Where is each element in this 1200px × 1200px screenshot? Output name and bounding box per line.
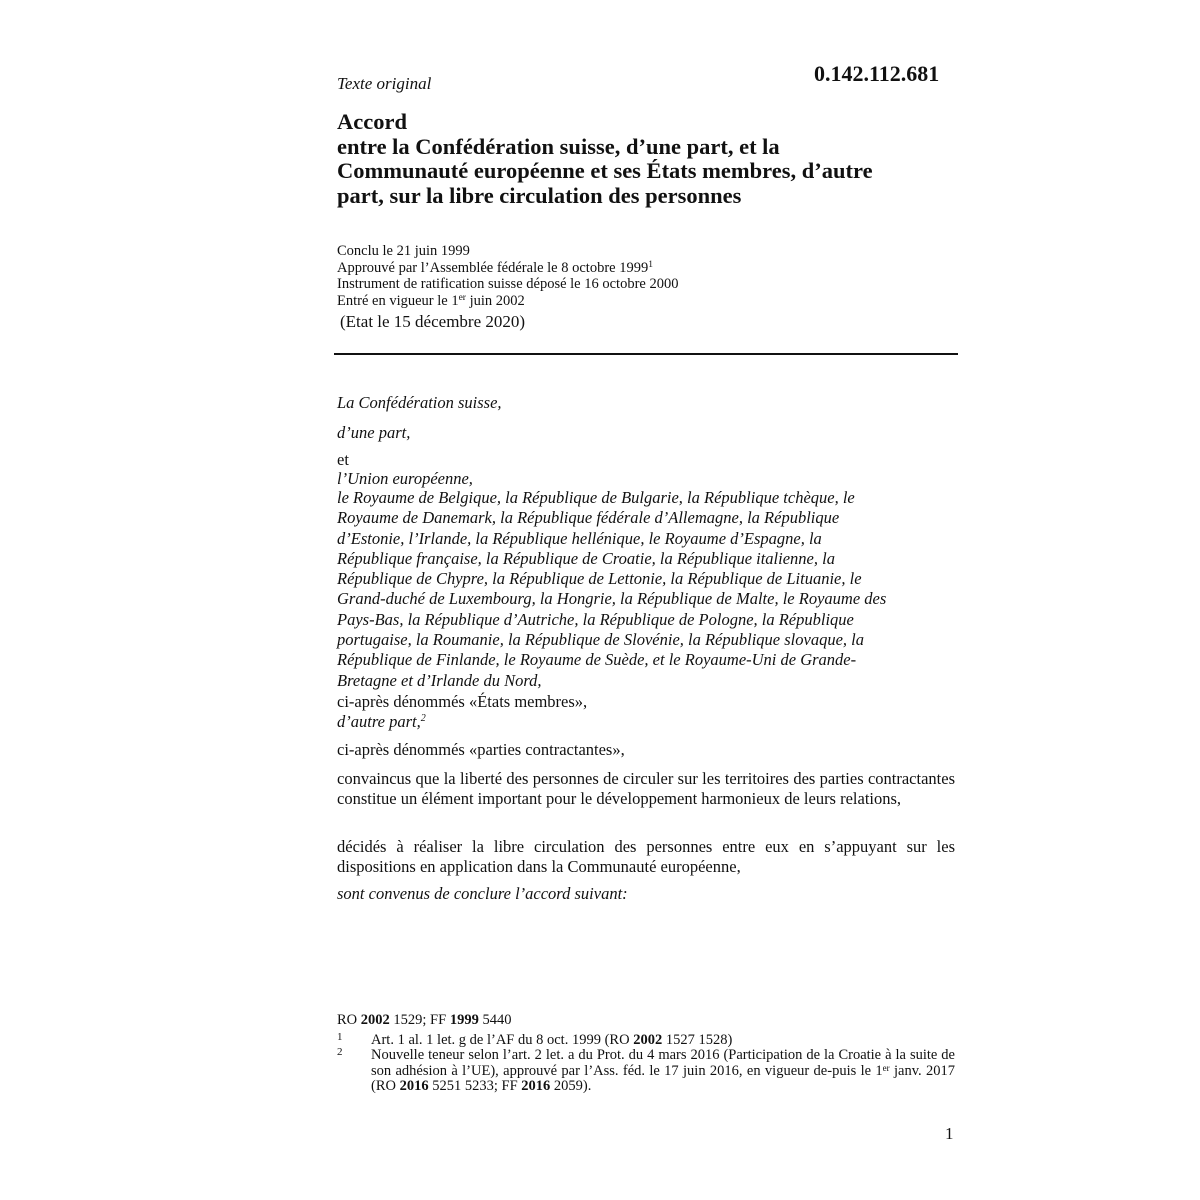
footnote-text-part: 5251 5233; FF	[428, 1078, 522, 1094]
ro-year: 2002	[360, 1012, 390, 1028]
member-states-line: Bretagne et d’Irlande du Nord,	[337, 670, 542, 690]
document-label: Texte original	[337, 74, 432, 93]
member-states-line: d’Estonie, l’Irlande, la République hellénique, le Royaume d’Espagne, la	[337, 528, 822, 548]
concluded-date: Conclu le 21 juin 1999	[337, 243, 470, 259]
ff-year: 1999	[449, 1012, 479, 1028]
agreement-clause: sont convenus de conclure l’accord suivant:	[337, 884, 628, 903]
in-force-prefix: Entré en vigueur le 1	[337, 292, 459, 309]
publication-reference	[337, 1013, 511, 1029]
footnote-text-part: Art. 1 al. 1 let. g de l’AF du 8 oct. 1999 (RO	[371, 1032, 634, 1048]
footnote-text	[371, 1048, 955, 1095]
recital-convinced: convaincus que la liberté des personnes de circuler sur les territoires des parties contractantes constitue un élément important pour le développement harmonieux de leurs relations,	[337, 769, 955, 808]
footnote-ref[interactable]: 2	[420, 713, 426, 724]
party-side-two	[337, 712, 426, 732]
footnote-ref[interactable]: 1	[648, 259, 653, 270]
in-force-date	[337, 293, 678, 310]
member-states-line: Pays-Bas, la République d’Autriche, la République de Pologne, la République	[337, 609, 854, 629]
footnote-year: 2002	[633, 1032, 663, 1048]
member-states-line: République de Chypre, la République de Lettonie, la République de Lituanie, le	[337, 569, 862, 589]
footnote-year: 2016	[399, 1078, 429, 1094]
member-states-line: le Royaume de Belgique, la République de Bulgarie, la République tchèque, le	[337, 488, 855, 507]
hereinafter-states: ci-après dénommés «États membres»,	[337, 692, 588, 711]
footnote-year: 2016	[521, 1078, 551, 1094]
member-states-line: République de Finlande, le Royaume de Suède, et le Royaume-Uni de Grande-	[337, 650, 857, 670]
hereinafter-parties: ci-après dénommés «parties contractantes»,	[337, 740, 625, 759]
recital-decided: décidés à réaliser la libre circulation des personnes entre eux en s’appuyant sur les dispositions en application dans la Communauté européenne,	[337, 837, 955, 876]
conjunction: et	[337, 450, 349, 469]
sr-number: 0.142.112.681	[814, 61, 940, 86]
footnote-text-part: 2059).	[550, 1078, 592, 1094]
document-title	[337, 110, 957, 208]
treaty-metadata	[337, 243, 678, 332]
footnote-text-part: janv. 2017 (RO	[371, 1062, 955, 1094]
footnotes	[337, 1033, 957, 1103]
member-states-line: Royaume de Danemark, la République fédérale d’Allemagne, la République	[337, 508, 840, 528]
ordinal-suffix: er	[882, 1062, 890, 1073]
footnote-text-part: Nouvelle teneur selon l’art. 2 let. a du Prot. du 4 mars 2016 (Participation de la Croatie à la suite de son adhésion à l’UE), approuvé par l’Ass. féd. le 17 juin 2016, en vigueur de-puis le 1	[371, 1047, 955, 1079]
member-states-line: République française, la République de Croatie, la République italienne, la	[337, 548, 835, 568]
member-states-line: portugaise, la Roumanie, la République de Slovénie, la République slovaque, la	[337, 630, 864, 650]
page-number: 1	[945, 1124, 954, 1143]
party-eu: l’Union européenne,	[337, 469, 473, 488]
approved-date	[337, 260, 678, 277]
party-side-one: d’une part,	[337, 423, 411, 442]
footnote-number: 2	[337, 1046, 343, 1058]
approved-text: Approuvé par l’Assemblée fédérale le 8 octobre 1999	[337, 259, 649, 276]
ro-prefix: RO	[337, 1012, 361, 1028]
title-line: entre la Confédération suisse, d’une part, et la	[337, 133, 780, 159]
ordinal-suffix: er	[458, 292, 466, 303]
footnote-number: 1	[337, 1031, 343, 1043]
title-line: part, sur la libre circulation des personnes	[337, 182, 742, 208]
party-switzerland: La Confédération suisse,	[337, 393, 502, 412]
party-side-two-text: d’autre part,	[337, 712, 421, 731]
footnote-text-part: 1527 1528)	[662, 1032, 733, 1048]
header-divider	[334, 353, 958, 355]
member-states-list	[337, 488, 955, 691]
status-date: (Etat le 15 décembre 2020)	[340, 312, 526, 331]
member-states-line: Grand-duché de Luxembourg, la Hongrie, la République de Malte, le Royaume des	[337, 589, 887, 609]
in-force-suffix: juin 2002	[465, 292, 525, 309]
title-line: Communauté européenne et ses États membres, d’autre	[337, 158, 873, 183]
ratification-date: Instrument de ratification suisse déposé le 16 octobre 2000	[337, 276, 679, 292]
ro-page: 1529; FF	[389, 1012, 450, 1028]
title-line: Accord	[337, 109, 407, 134]
ff-page: 5440	[478, 1012, 512, 1028]
